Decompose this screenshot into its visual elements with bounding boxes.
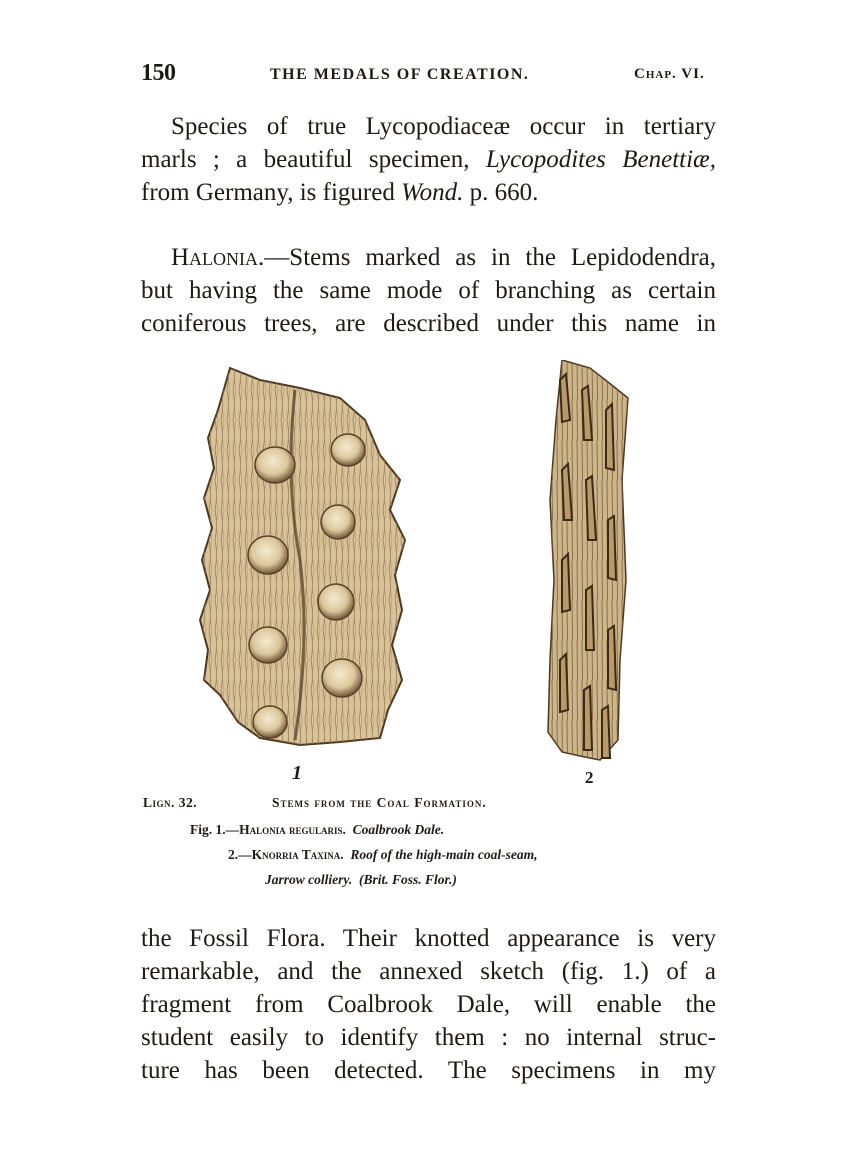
paragraph-lycopodiaceae [141, 110, 716, 209]
text-line [141, 143, 716, 176]
caption-title: Stems from the Coal Formation. [272, 795, 487, 810]
text-line [141, 241, 716, 274]
caption-fig-1 [190, 822, 444, 838]
knorria-stem-drawing [548, 360, 628, 760]
locality: Coalbrook Dale. [352, 822, 445, 837]
text-line: remarkable, and the annexed sketch (fig. 1.) of a [141, 958, 716, 985]
locality: Jarrow colliery. [265, 872, 353, 887]
text-line: Species of true Lycopodiaceæ occur in tertiary [171, 113, 716, 140]
page-number: 150 [141, 60, 176, 86]
caption-text: 2.— [228, 847, 252, 862]
paragraph-fossil-flora [141, 922, 716, 1087]
running-title: THE MEDALS OF CREATION. [270, 66, 530, 83]
text-line: the Fossil Flora. Their knotted appearance is very [141, 925, 716, 952]
text-line [141, 176, 716, 209]
fossil-stems-illustration [190, 360, 650, 790]
source-reference: (Brit. Foss. Flor.) [359, 872, 457, 887]
locality: Roof of the high-main coal-seam, [350, 847, 538, 862]
caption-text: Fig. 1.— [190, 822, 240, 837]
fossil-stems-figure [190, 360, 650, 790]
reference-italic: Wond. [401, 179, 464, 206]
section-heading: Halonia. [171, 244, 265, 271]
text-line: student easily to identify them : no internal struc- [141, 1024, 716, 1051]
figure-label-2: 2 [585, 768, 594, 787]
text-run: —Stems marked as in the Lepidodendra, [264, 244, 716, 271]
species-name: Knorria Taxina. [251, 847, 344, 862]
text-line: coniferous trees, are described under this name in [141, 310, 716, 337]
chapter-label: Chap. VI. [634, 66, 705, 82]
text-run: p. 660. [463, 179, 539, 206]
paragraph-halonia [141, 241, 716, 340]
caption-fig-2 [228, 847, 538, 863]
figure-label-1: 1 [292, 762, 302, 784]
text-line: ture has been detected. The specimens in my [141, 1057, 716, 1084]
species-name: Lycopodites Benettiæ, [485, 146, 716, 173]
caption-reference: Lign. 32. [143, 795, 198, 810]
caption-fig-2-cont [265, 872, 457, 888]
text-line: fragment from Coalbrook Dale, will enable the [141, 991, 716, 1018]
text-run: from Germany, is figured [141, 179, 402, 206]
species-name: Halonia regularis. [239, 822, 346, 837]
text-run: marls ; a beautiful specimen, [141, 146, 486, 173]
text-line: but having the same mode of branching as certain [141, 277, 716, 304]
halonia-stem-drawing [200, 368, 405, 745]
